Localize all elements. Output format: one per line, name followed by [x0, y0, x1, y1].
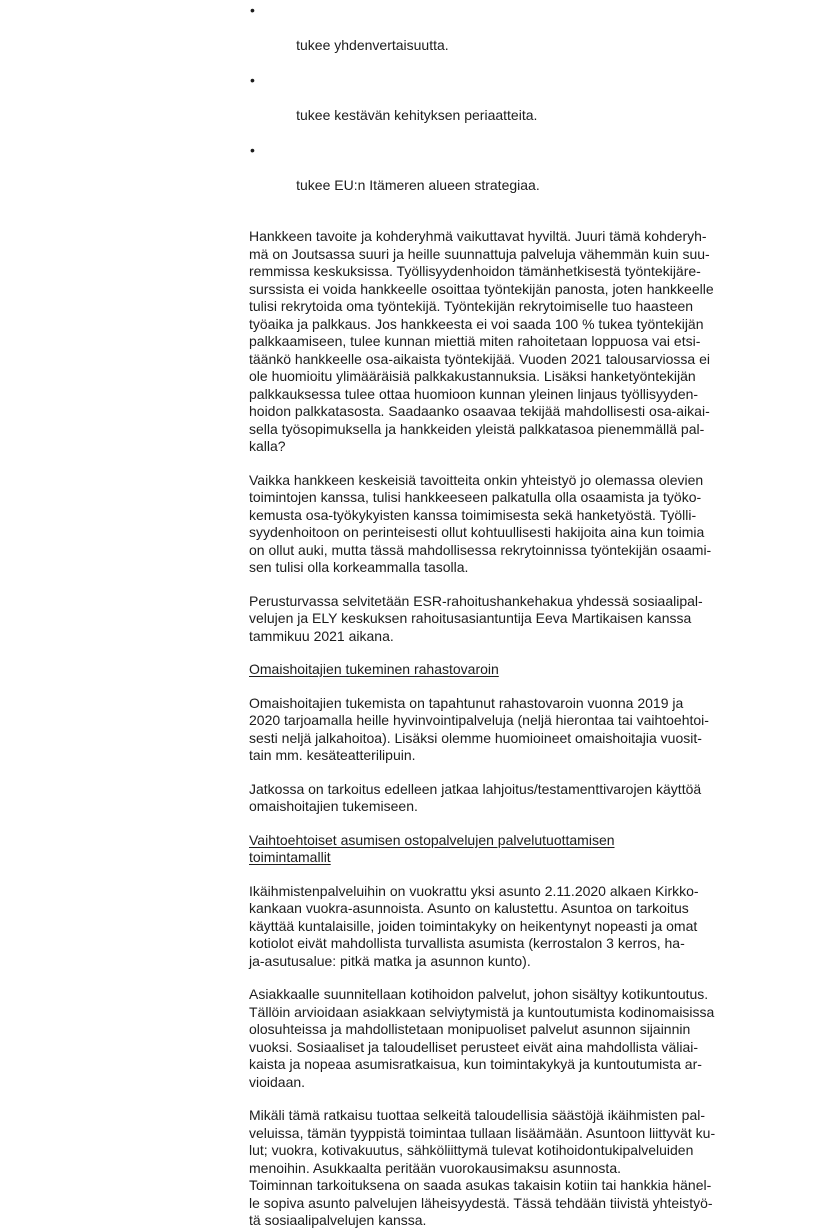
- paragraph-project-goal: [249, 228, 754, 456]
- paragraph-caregiver-support: [249, 695, 754, 765]
- text-line: kaista ja nopeaa asumisratkaisua, kun toimintakykyä ja kuntoutumista ar-: [249, 1056, 702, 1072]
- text-line: Ikäihmistenpalveluihin on vuokrattu yksi asunto 2.11.2020 alkaen Kirkko-: [249, 882, 699, 899]
- text-line: syydenhoitoon on perinteisesti ollut kohtuullisesti hakijoita aina kun toimia: [249, 524, 705, 540]
- text-line: le sopiva asunto palvelujen läheisyydestä. Tässä tehdään tiivistä yhteistyö-: [249, 1194, 713, 1211]
- text-line: omaishoitajien tukemiseen.: [249, 798, 418, 814]
- text-line: kotiolot eivät mahdollista turvallista asumista (kerrostalon 3 kerros, ha-: [249, 935, 685, 951]
- text-line: vuoksi. Sosiaaliset ja taloudelliset perusteet eivät aina mahdollista väliai-: [249, 1038, 699, 1055]
- text-line: palkkaamiseen, tulee kunnan miettiä miten rahoitetaan loppuosa vai etsi-: [249, 333, 701, 349]
- text-line: mä on Joutsassa suuri ja heille suunnattuja palveluja vähemmän kuin suu-: [249, 245, 710, 262]
- bullet-item-text: tukee EU:n Itämeren alueen strategiaa.: [296, 177, 540, 193]
- text-line: toimintojen kanssa, tulisi hankkeeseen palkatulla olla osaamista ja työko-: [249, 489, 702, 505]
- paragraph-recruitment: [249, 472, 754, 577]
- paragraph-cost-savings: [249, 1107, 754, 1177]
- bullet-icon: •: [250, 72, 255, 88]
- text-line: surssista ei voida hankkeelle osoittaa työntekijän panosta, joten hankkeelle: [249, 280, 714, 297]
- bullet-icon: •: [250, 142, 255, 158]
- text-line: Vaikka hankkeen keskeisiä tavoitteita onkin yhteistyö jo olemassa olevien: [249, 471, 704, 488]
- text-line: tain mm. kesäteatterilipuin.: [249, 747, 416, 763]
- text-line: on ollut auki, mutta tässä mahdollisessa rekrytoinnissa työntekijän osaami-: [249, 541, 712, 558]
- bullet-item-text: tukee kestävän kehityksen periaatteita.: [296, 107, 538, 123]
- text-line: tulisi rekrytoida oma työntekijä. Työntekijän rekrytoimiselle tuo haasteen: [249, 298, 694, 314]
- text-line: hoidon palkkatasosta. Saadaanko osaavaa tekijää mahdollisesti osa-aikai-: [249, 403, 710, 419]
- bullet-item: [249, 142, 754, 212]
- text-line: työaika ja palkkaus. Jos hankkeesta ei voi saada 100 % tukea työntekijän: [249, 315, 704, 332]
- heading-line: Omaishoitajien tukeminen rahastovaroin: [249, 661, 499, 677]
- text-line: lut; vuokra, kotivakuutus, sähköliittymä tulevat kotihoidontukipalveluiden: [249, 1142, 694, 1158]
- document-content: [249, 2, 754, 1230]
- text-line: tä sosiaalipalvelujen kanssa.: [249, 1212, 427, 1228]
- paragraph-home-care-services: [249, 986, 754, 1091]
- text-line: palkkauksessa tulee ottaa huomioon kunnan yleinen linjaus työllisyyden-: [249, 385, 699, 402]
- text-line: menoihin. Asukkaalta peritään vuorokausimaksu asunnosta.: [249, 1159, 621, 1176]
- text-line: Hankkeen tavoite ja kohderyhmä vaikuttavat hyviltä. Juuri tämä kohderyh-: [249, 228, 707, 244]
- text-line: kemusta osa-työkykyisten kanssa toimimisesta sekä hanketyöstä. Työlli-: [249, 506, 697, 523]
- bullet-item: [249, 2, 754, 72]
- text-line: kalla?: [249, 438, 286, 454]
- text-line: veluissa, tämän tyyppistä toimintaa tullaan lisäämään. Asuntoon liittyvät ku-: [249, 1124, 716, 1141]
- section-heading-caregiver-support: [249, 661, 754, 679]
- text-line: sella työsopimuksella ja hankkeiden yleistä palkkatasoa pienemmällä pal-: [249, 420, 705, 437]
- text-line: Mikäli tämä ratkaisu tuottaa selkeitä taloudellisia säästöjä ikäihmisten pal-: [249, 1107, 705, 1123]
- text-line: 2020 tarjoamalla heille hyvinvointipalveluja (neljä hierontaa tai vaihtoehtoi-: [249, 712, 709, 728]
- text-line: remmissa keskuksissa. Työllisyydenhoidon tämänhetkisestä työntekijäre-: [249, 263, 701, 279]
- heading-line: Vaihtoehtoiset asumisen ostopalvelujen palvelutuottamisen: [249, 831, 615, 848]
- text-line: Asiakkaalle suunnitellaan kotihoidon palvelut, johon sisältyy kotikuntoutus.: [249, 986, 709, 1002]
- paragraph-donation-funds: [249, 781, 754, 816]
- text-line: Omaishoitajien tukemista on tapahtunut rahastovaroin vuonna 2019 ja: [249, 694, 684, 711]
- paragraph-esr-funding: [249, 593, 754, 646]
- bullet-item: [249, 72, 754, 142]
- text-line: Jatkossa on tarkoitus edelleen jatkaa lahjoitus/testamenttivarojen käyttöä: [249, 780, 702, 797]
- text-line: kankaan vuokra-asunnoista. Asunto on kalustettu. Asuntoa on tarkoitus: [249, 900, 689, 916]
- text-line: sen tulisi olla korkeammalla tasolla.: [249, 559, 469, 575]
- paragraph-purpose: [249, 1177, 754, 1230]
- text-line: Perusturvassa selvitetään ESR-rahoitushankehakua yhdessä sosiaalipal-: [249, 592, 703, 609]
- text-line: tammikuu 2021 aikana.: [249, 627, 394, 644]
- text-line: ole huomioitu ylimääräisiä palkkakustannuksia. Lisäksi hanketyöntekijän: [249, 368, 696, 384]
- bullet-icon: •: [250, 2, 255, 18]
- bullet-list: [249, 2, 754, 212]
- text-line: käyttää kuntalaisille, joiden toimintakyky on heikentynyt nopeasti ja omat: [249, 917, 698, 934]
- text-line: velujen ja ELY keskuksen rahoitusasiantuntija Eeva Martikaisen kanssa: [249, 610, 692, 626]
- heading-line: toimintamallit: [249, 849, 331, 865]
- text-line: olosuhteissa ja mahdollistetaan monipuoliset palvelut asunnon sijainnin: [249, 1021, 691, 1037]
- text-line: täänkö hankkeelle osa-aikaista työntekijää. Vuoden 2021 talousarviossa ei: [249, 350, 711, 367]
- section-heading-housing-services: [249, 832, 754, 867]
- text-line: sesti neljä jalkahoitoa). Lisäksi olemme huomioineet omaishoitajia vuosit-: [249, 729, 702, 746]
- text-line: Toiminnan tarkoituksena on saada asukas takaisin kotiin tai hankkia hänel-: [249, 1177, 712, 1193]
- text-line: Tällöin arvioidaan asiakkaan selviytymistä ja kuntoutumista kodinomaisissa: [249, 1003, 715, 1020]
- paragraph-rented-apartment: [249, 883, 754, 971]
- bullet-item-text: tukee yhdenvertaisuutta.: [296, 37, 449, 53]
- text-line: ja-asutusalue: pitkä matka ja asunnon kunto).: [249, 952, 531, 969]
- text-line: vioidaan.: [249, 1073, 306, 1090]
